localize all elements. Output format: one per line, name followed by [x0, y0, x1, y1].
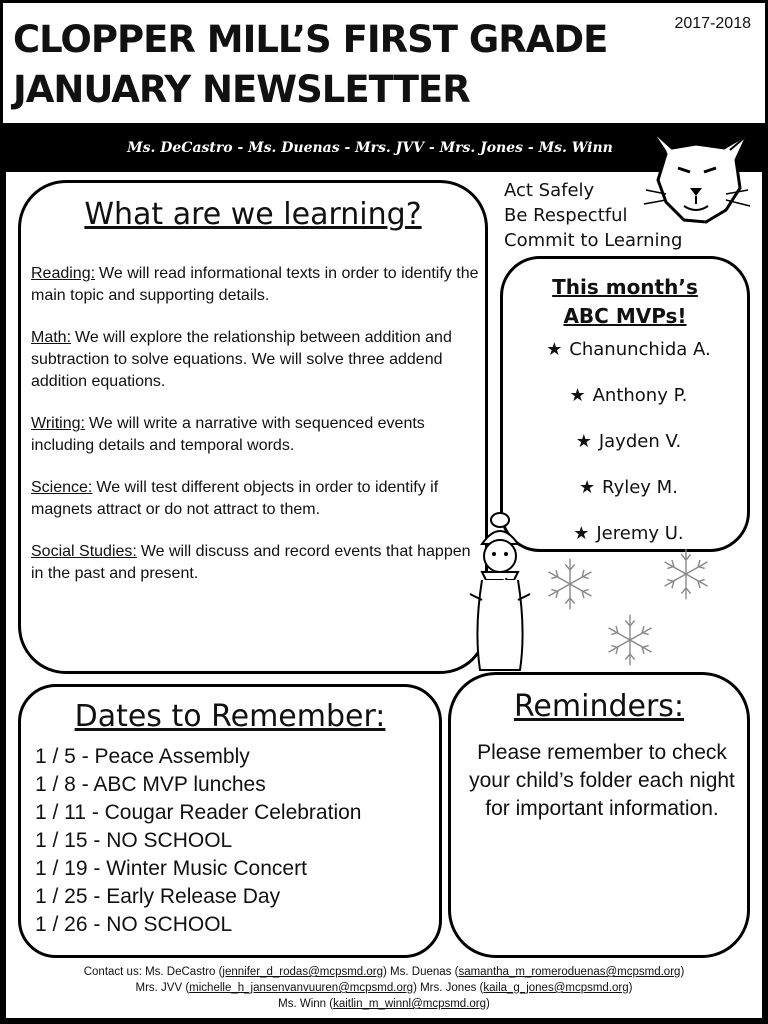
- contact-text: Ms. Winn (: [278, 998, 334, 1010]
- list-item: [503, 339, 747, 385]
- mvps-heading-line: ABC MVPs!: [563, 304, 687, 328]
- list-item: 1 / 26 - NO SCHOOL: [35, 913, 233, 936]
- email-link[interactable]: samantha_m_romeroduenas@mcpsmd.org: [458, 966, 681, 978]
- contact-line: [30, 980, 738, 996]
- mvps-heading-line: This month’s: [552, 275, 698, 299]
- mvp-name: Anthony P.: [592, 385, 688, 406]
- list-item: 1 / 19 - Winter Music Concert: [35, 857, 307, 880]
- subject-text: We will explore the relationship between addition and subtraction to solve equations. We will solve three addend addition equations.: [31, 329, 452, 390]
- mvp-name: Chanunchida A.: [569, 339, 711, 360]
- subject-label: Science:: [31, 479, 93, 496]
- subject-science: [31, 477, 483, 521]
- snowflake-icon: [658, 546, 714, 602]
- list-item: 1 / 5 - Peace Assembly: [35, 745, 250, 768]
- mvp-name: Ryley M.: [602, 477, 678, 498]
- dates-box: [18, 684, 442, 958]
- list-item: [503, 385, 747, 431]
- snowman-icon: [468, 510, 532, 680]
- list-item: 1 / 8 - ABC MVP lunches: [35, 773, 266, 796]
- subject-reading: [31, 263, 483, 307]
- motto-line: Be Respectful: [504, 205, 628, 226]
- teacher-names: Ms. DeCastro - Ms. Duenas - Mrs. JVV - Mrs. Jones - Ms. Winn: [127, 140, 613, 156]
- list-item: [503, 431, 747, 477]
- newsletter-header: [0, 0, 768, 126]
- reminders-heading: Reminders:: [513, 689, 685, 724]
- motto-line: Commit to Learning: [504, 230, 683, 251]
- subject-text: We will read informational texts in order to identify the main topic and supporting details.: [31, 265, 479, 304]
- mvp-name: Jeremy U.: [596, 523, 684, 544]
- title-line-2: JANUARY NEWSLETTER: [13, 68, 470, 111]
- list-item: 1 / 11 - Cougar Reader Celebration: [35, 801, 362, 824]
- date-list: [35, 743, 361, 939]
- contact-text: ) Ms. Duenas (: [383, 966, 459, 978]
- subject-label: Math:: [31, 329, 72, 346]
- subject-text: We will discuss and record events that happen in the past and present.: [31, 543, 471, 582]
- contact-text: Contact us: Ms. DeCastro (: [83, 966, 223, 978]
- contact-info: [30, 964, 738, 1012]
- contact-line: [30, 964, 738, 980]
- contact-text: ) Mrs. Jones (: [413, 982, 484, 994]
- newsletter-title: [13, 15, 607, 115]
- learning-box: [18, 180, 488, 674]
- star-icon: ★: [573, 523, 590, 544]
- subject-text: We will write a narrative with sequenced events including details and temporal words.: [31, 415, 425, 454]
- star-icon: ★: [575, 431, 592, 452]
- subject-text: We will test different objects in order to identify if magnets attract or do not attract to them.: [31, 479, 439, 518]
- contact-text: ): [680, 966, 685, 978]
- school-motto: [504, 178, 682, 253]
- list-item: 1 / 15 - NO SCHOOL: [35, 829, 233, 852]
- subject-list: [31, 263, 483, 605]
- dates-heading: Dates to Remember:: [74, 699, 386, 734]
- mvps-box: [500, 256, 750, 552]
- subject-label: Reading:: [31, 265, 96, 282]
- list-item: [503, 477, 747, 523]
- motto-line: Act Safely: [504, 180, 595, 201]
- mvp-list: [503, 339, 747, 569]
- snowflake-icon: [602, 612, 658, 668]
- email-link[interactable]: jennifer_d_rodas@mcpsmd.org: [222, 966, 384, 978]
- mvp-name: Jayden V.: [598, 431, 682, 452]
- subject-label: Writing:: [31, 415, 85, 432]
- email-link[interactable]: michelle_h_jansenvanvuuren@mcpsmd.org: [189, 982, 414, 994]
- contact-line: [30, 996, 738, 1012]
- snowflake-icon: [542, 556, 598, 612]
- mvps-heading: [503, 273, 747, 331]
- contact-text: Mrs. JVV (: [135, 982, 190, 994]
- title-line-1: CLOPPER MILL’S FIRST GRADE: [13, 18, 608, 61]
- list-item: 1 / 25 - Early Release Day: [35, 885, 281, 908]
- star-icon: ★: [578, 477, 596, 498]
- subject-label: Social Studies:: [31, 543, 137, 560]
- subject-social-studies: [31, 541, 483, 585]
- learning-heading: What are we learning?: [84, 197, 422, 232]
- subject-writing: [31, 413, 483, 457]
- contact-text: ): [628, 982, 633, 994]
- email-link[interactable]: kaitlin_m_winnl@mcpsmd.org: [333, 998, 487, 1010]
- school-year: 2017-2018: [674, 15, 751, 32]
- star-icon: ★: [569, 385, 586, 406]
- contact-text: ): [486, 998, 490, 1010]
- star-icon: ★: [546, 339, 563, 360]
- subject-math: [31, 327, 483, 393]
- reminders-box: [448, 672, 750, 958]
- reminders-text: Please remember to check your child’s folder each night for important information.: [469, 741, 735, 820]
- email-link[interactable]: kaila_g_jones@mcpsmd.org: [483, 982, 629, 994]
